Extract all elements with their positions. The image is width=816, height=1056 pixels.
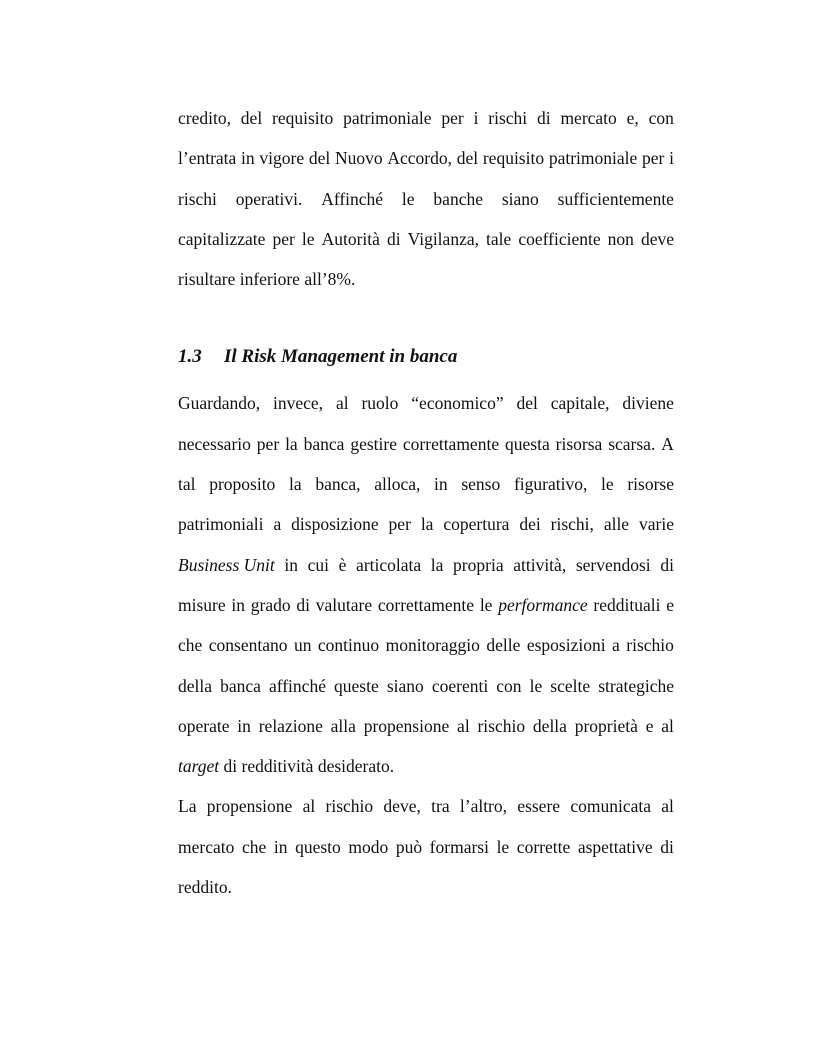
- word: banca: [303, 433, 345, 454]
- word: i: [473, 108, 479, 128]
- word: le: [479, 594, 493, 615]
- word: correttamente: [402, 433, 500, 454]
- word: aspettative: [577, 836, 653, 857]
- paragraph-risk-appetite: [178, 792, 674, 913]
- word: correttamente: [377, 594, 475, 615]
- word: servendosi: [575, 554, 651, 575]
- word: disposizione: [291, 514, 379, 535]
- word: banche: [433, 188, 483, 209]
- word: deve,: [383, 796, 421, 817]
- word: siano: [501, 188, 539, 209]
- word: Accordo,: [387, 148, 452, 169]
- word: di: [660, 836, 674, 857]
- text-line: [178, 833, 674, 873]
- word: tra: [431, 796, 450, 817]
- word: un: [293, 635, 312, 656]
- word: alla: [330, 715, 356, 736]
- word: al: [661, 715, 674, 736]
- word: requisito: [272, 108, 334, 128]
- word: scelte: [550, 675, 591, 696]
- section-title: Il Risk Management in banca: [224, 346, 458, 368]
- word: attività,: [513, 554, 567, 575]
- word: A: [661, 433, 674, 454]
- word: Affinché: [321, 188, 384, 209]
- word: varie: [638, 514, 674, 535]
- word: risorse: [627, 474, 674, 495]
- word: vigore: [259, 148, 305, 169]
- word: misure: [178, 594, 226, 615]
- word: propensione: [206, 796, 293, 817]
- word: e: [645, 715, 654, 736]
- word: le: [529, 675, 543, 696]
- word: Autorità: [321, 228, 380, 249]
- word: scarsa.: [608, 433, 656, 454]
- word: di: [536, 108, 551, 128]
- word: che: [178, 635, 203, 656]
- word: in: [434, 474, 448, 495]
- word: deve: [640, 228, 674, 249]
- word: rischio: [626, 635, 674, 656]
- word: Vigilanza,: [407, 228, 479, 249]
- word: patrimoniale: [548, 148, 638, 169]
- word: grado: [250, 594, 291, 615]
- word: reddituali: [593, 594, 661, 615]
- word: esposizioni: [526, 635, 606, 656]
- word: La: [178, 796, 197, 817]
- word: copertura: [443, 514, 510, 535]
- word: articolata: [356, 554, 422, 575]
- word: non: [607, 228, 634, 249]
- word: gestire: [350, 433, 397, 454]
- word: questo: [295, 836, 341, 857]
- text-line: [178, 144, 674, 184]
- word: in: [284, 554, 298, 575]
- word: essere: [517, 796, 561, 817]
- word: per: [256, 433, 280, 454]
- word: la: [285, 433, 298, 454]
- word: tale: [486, 228, 512, 249]
- word: necessario: [178, 433, 251, 454]
- word: i: [669, 148, 674, 169]
- word: la: [430, 554, 444, 575]
- word: la: [420, 514, 434, 535]
- word: affinché: [268, 675, 326, 696]
- word: monitoraggio: [385, 635, 480, 656]
- paragraph-risk-management: [178, 389, 674, 792]
- word: comunicata: [570, 796, 651, 817]
- word: con: [496, 675, 522, 696]
- text-line: [178, 792, 674, 832]
- word: patrimoniali: [178, 514, 264, 535]
- text-line: risultare inferiore all’8%.: [178, 269, 356, 290]
- word: per: [272, 228, 295, 249]
- text-line: [178, 672, 674, 712]
- section-heading: [178, 343, 674, 389]
- word: rischi,: [550, 514, 594, 535]
- text-line: [178, 712, 674, 752]
- word: operativi.: [235, 188, 303, 209]
- word: rischi: [488, 108, 528, 128]
- word: Nuovo: [334, 148, 383, 169]
- word: capitalizzate: [178, 228, 266, 249]
- word: al: [457, 715, 470, 736]
- word: patrimoniale: [343, 108, 432, 128]
- text-line: [178, 591, 674, 631]
- word: dei: [519, 514, 541, 535]
- word: del: [516, 393, 538, 414]
- word: invece,: [273, 393, 324, 414]
- word: alloca,: [374, 474, 421, 495]
- word: delle: [486, 635, 521, 656]
- word: di: [386, 228, 401, 249]
- document-page: [178, 104, 674, 913]
- text-line: [178, 510, 674, 550]
- word: del: [456, 148, 479, 169]
- word: l’altro,: [459, 796, 508, 817]
- word: coerenti: [431, 675, 489, 696]
- word: banca,: [315, 474, 361, 495]
- text-line: [178, 752, 674, 792]
- word: mercato: [560, 108, 617, 128]
- word: proprietà: [574, 715, 638, 736]
- text-line: [178, 225, 674, 265]
- word: mercato: [178, 836, 235, 857]
- word: strategiche: [598, 675, 674, 696]
- word: ruolo: [361, 393, 399, 414]
- text-fragment: di redditività desiderato.: [223, 756, 395, 777]
- text-line: [178, 470, 674, 510]
- section-number: 1.3: [178, 346, 202, 368]
- word: del: [240, 108, 263, 128]
- word: a: [612, 635, 620, 656]
- word: cui: [307, 554, 330, 575]
- word: propensione: [363, 715, 450, 736]
- word: per: [642, 148, 665, 169]
- word: “economico”: [411, 393, 504, 414]
- word: banca: [220, 675, 261, 696]
- word: rischi: [178, 188, 217, 209]
- word: operate: [178, 715, 230, 736]
- word: è: [338, 554, 347, 575]
- word: relazione: [258, 715, 323, 736]
- word: figurativo,: [513, 474, 588, 495]
- word: in: [241, 148, 255, 169]
- word: requisito: [482, 148, 545, 169]
- word: continuo: [317, 635, 380, 656]
- word: modo: [348, 836, 389, 857]
- word: coefficiente: [518, 228, 601, 249]
- word: propria: [453, 554, 504, 575]
- word: capitale,: [550, 393, 610, 414]
- word: e: [666, 594, 674, 615]
- word: del: [308, 148, 331, 169]
- word: alle: [603, 514, 630, 535]
- word: proposito: [209, 474, 276, 495]
- word: può: [395, 836, 423, 857]
- word: rischio: [477, 715, 526, 736]
- italic-term: performance: [498, 594, 588, 615]
- italic-term: Business Unit: [178, 554, 275, 575]
- word: valutare: [315, 594, 373, 615]
- word: questa: [505, 433, 550, 454]
- word: tal: [178, 474, 196, 495]
- word: e,: [626, 108, 639, 128]
- word: risorsa: [555, 433, 603, 454]
- word: Guardando,: [178, 393, 261, 414]
- word: in: [237, 715, 251, 736]
- text-line: reddito.: [178, 877, 232, 898]
- word: al: [661, 796, 674, 817]
- word: credito,: [178, 108, 231, 128]
- word: le: [601, 474, 614, 495]
- word: al: [335, 393, 349, 414]
- word: formarsi: [429, 836, 489, 857]
- paragraph-capital-requirements: [178, 104, 674, 305]
- word: senso: [461, 474, 501, 495]
- word: diviene: [622, 393, 674, 414]
- word: sufficientemente: [557, 188, 674, 209]
- word: di: [296, 594, 310, 615]
- word: della: [178, 675, 213, 696]
- word: corrette: [516, 836, 571, 857]
- word: in: [231, 594, 246, 615]
- word: rischio: [325, 796, 374, 817]
- word: di: [660, 554, 674, 575]
- word: le: [401, 188, 415, 209]
- word: con: [648, 108, 674, 128]
- italic-term: target: [178, 756, 220, 777]
- word: per: [388, 514, 411, 535]
- text-line: [178, 389, 674, 429]
- word: queste: [334, 675, 379, 696]
- word: per: [441, 108, 464, 128]
- word: la: [289, 474, 302, 495]
- word: in: [273, 836, 288, 857]
- text-line: [178, 185, 674, 225]
- text-line: [178, 551, 674, 591]
- word: consentano: [208, 635, 288, 656]
- word: a: [273, 514, 282, 535]
- text-line: [178, 430, 674, 470]
- word: della: [532, 715, 567, 736]
- word: le: [496, 836, 510, 857]
- text-line: [178, 104, 674, 144]
- word: che: [241, 836, 267, 857]
- word: le: [301, 228, 315, 249]
- word: siano: [386, 675, 424, 696]
- text-line: [178, 631, 674, 671]
- word: l’entrata: [178, 148, 237, 169]
- word: al: [302, 796, 316, 817]
